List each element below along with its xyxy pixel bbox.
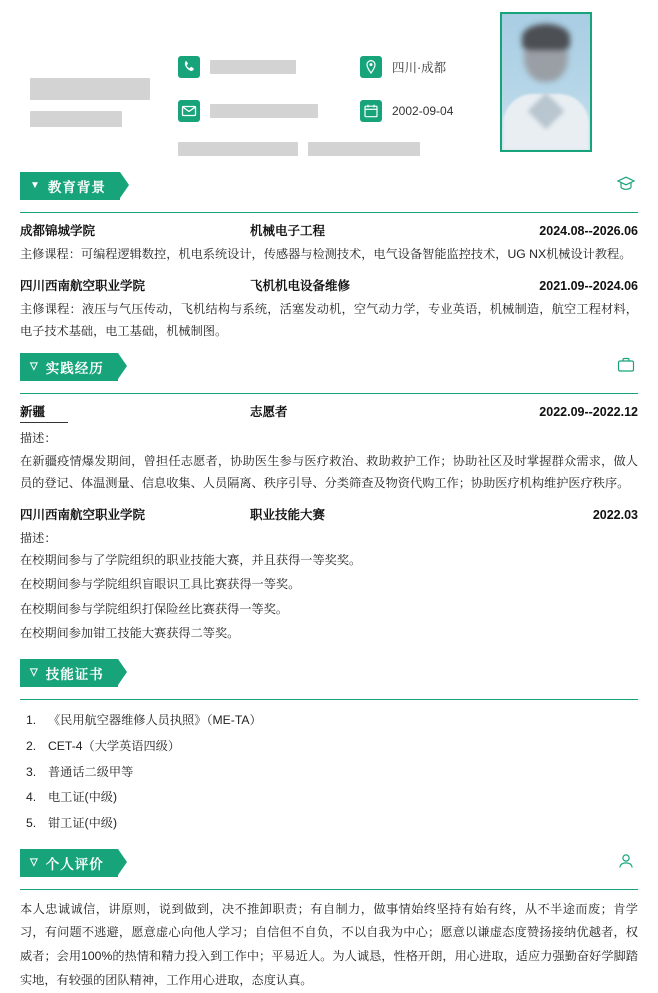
list-item — [20, 734, 638, 760]
education-courses-2: 主修课程：液压与气压传动，飞机结构与系统，活塞发动机，空气动力学，专业英语，机械制造，航空工程材料，电子技术基础，电工基础，机械制图。 — [20, 301, 638, 339]
certificates-list — [20, 708, 638, 836]
subtitle-redacted-bar — [30, 111, 122, 127]
triangle-down-outline-icon: ▽ — [30, 856, 39, 868]
education-entry-1 — [20, 221, 638, 239]
phone-redacted-bar — [210, 60, 296, 74]
certificate-text-3: 普通话二级甲等 — [48, 764, 134, 779]
list-number: 1. — [26, 713, 37, 728]
location-text: 四川·成都 — [392, 61, 447, 75]
practice-entry-1 — [20, 402, 638, 420]
calendar-icon — [360, 100, 382, 122]
list-number: 5. — [26, 815, 37, 830]
evaluation-title-tag — [20, 849, 118, 877]
education-title-tag — [20, 172, 120, 200]
education-courses-1: 主修课程：可编程逻辑数控，机电系统设计，传感器与检测技术，电气设备智能监控技术，UG NX机械设计教程。 — [20, 247, 632, 261]
avatar-hair — [522, 24, 570, 50]
section-practice — [0, 353, 658, 646]
practice-role-1: 志愿者 — [250, 404, 288, 419]
location-pin-icon — [360, 56, 382, 78]
email-redacted-bar — [210, 104, 318, 118]
evaluation-header — [20, 849, 118, 877]
practice-line-4: 在校期间参加钳工技能大赛获得二等奖。 — [20, 626, 240, 641]
practice-org-2: 四川西南航空职业学院 — [20, 507, 146, 522]
contact-column-right — [360, 56, 510, 144]
certificate-text-2: CET-4（大学英语四级） — [48, 739, 181, 754]
certificate-text-4: 电工证(中级) — [48, 790, 118, 805]
resume-header — [0, 0, 658, 172]
practice-desc-label-2: 描述： — [20, 530, 57, 545]
address-redacted — [178, 142, 420, 161]
education-major-2: 飞机机电设备维修 — [250, 278, 351, 293]
triangle-down-outline-icon: ▽ — [30, 360, 39, 372]
practice-line-1: 在校期间参与了学院组织的职业技能大赛，并且获得一等奖奖。 — [20, 552, 362, 567]
avatar-background — [502, 14, 590, 150]
education-major-1: 机械电子工程 — [250, 224, 326, 238]
candidate-name — [30, 78, 150, 132]
contact-email — [178, 100, 358, 122]
practice-divider — [20, 393, 638, 394]
birthdate-text: 2002-09-04 — [392, 104, 454, 118]
contact-location — [360, 56, 510, 78]
avatar — [500, 12, 592, 152]
list-item — [20, 760, 638, 786]
education-school-2: 四川西南航空职业学院 — [20, 278, 146, 293]
section-evaluation — [0, 849, 658, 993]
education-school-1: 成都锦城学院 — [20, 224, 96, 238]
certificates-title: 技能证书 — [45, 667, 104, 683]
address-redacted-bar-2 — [308, 142, 420, 156]
briefcase-icon — [616, 355, 636, 380]
list-item — [20, 811, 638, 837]
list-number: 4. — [26, 790, 37, 805]
graduation-cap-icon — [616, 174, 636, 199]
education-date-2: 2021.09--2024.06 — [539, 278, 638, 293]
section-education — [0, 172, 658, 343]
address-redacted-bar-1 — [178, 142, 298, 156]
list-number: 3. — [26, 764, 37, 779]
certificate-text-1: 《民用航空器维修人员执照》（ME-TA） — [48, 713, 262, 728]
practice-desc-label-1: 描述： — [20, 430, 57, 445]
evaluation-title: 个人评价 — [45, 856, 104, 872]
list-number: 2. — [26, 739, 37, 754]
evaluation-text: 本人忠诚诚信，讲原则，说到做到，决不推卸职责；有自制力，做事情始终坚持有始有终，从不半途而废；肯学习，有问题不逃避，愿意虚心向他人学习；自信但不自负，不以自我为中心；愿意以谦虚态度赞扬接纳优越者，权威者；会用100%的热情和精力投入到工作中；平易近人。为人诚恳，性格开朗，用心进取，适应力强勤奋好学脚踏实地，有较强的团队精神，工作用心进取，态度认真。 — [20, 901, 638, 987]
practice-line-3: 在校期间参与学院组织打保险丝比赛获得一等奖。 — [20, 601, 289, 616]
education-date-1: 2024.08--2026.06 — [539, 224, 638, 238]
education-entry-2 — [20, 276, 638, 294]
triangle-down-outline-icon: ▽ — [30, 667, 39, 679]
evaluation-divider — [20, 889, 638, 890]
certificates-divider — [20, 699, 638, 700]
phone-icon — [178, 56, 200, 78]
education-header — [20, 172, 120, 200]
certificate-text-5: 钳工证(中级) — [48, 815, 118, 830]
mail-icon — [178, 100, 200, 122]
practice-org-1: 新疆 — [20, 404, 46, 419]
name-redacted-bar — [30, 78, 150, 100]
practice-header — [20, 353, 118, 381]
user-icon — [616, 851, 636, 876]
education-title: 教育背景 — [47, 180, 106, 195]
education-divider — [20, 212, 638, 213]
practice-title-tag — [20, 353, 118, 381]
practice-title: 实践经历 — [45, 360, 104, 376]
practice-date-1: 2022.09--2022.12 — [539, 404, 638, 419]
practice-line-2: 在校期间参与学院组织盲眼识工具比赛获得一等奖。 — [20, 577, 301, 592]
contact-column-left — [178, 56, 358, 144]
practice-date-2: 2022.03 — [592, 507, 638, 522]
practice-underline-1 — [20, 422, 68, 423]
contact-birthdate — [360, 100, 510, 122]
triangle-down-icon: ▼ — [30, 180, 41, 191]
section-certificates — [0, 659, 658, 836]
practice-desc-1: 在新疆疫情爆发期间，曾担任志愿者，协助医生参与医疗救治、救助救护工作；协助社区及时掌握群众需求，做人员的登记、体温测量、信息收集、人员隔离、秩序引导、分类筛查及物资代购工作；协助医疗机构维护医疗秩序。 — [20, 453, 638, 491]
list-item — [20, 785, 638, 811]
list-item — [20, 708, 638, 734]
certificates-title-tag — [20, 659, 118, 687]
certificates-header — [20, 659, 118, 687]
practice-entry-2 — [20, 505, 638, 523]
practice-role-2: 职业技能大赛 — [250, 507, 326, 522]
contact-phone — [178, 56, 358, 78]
